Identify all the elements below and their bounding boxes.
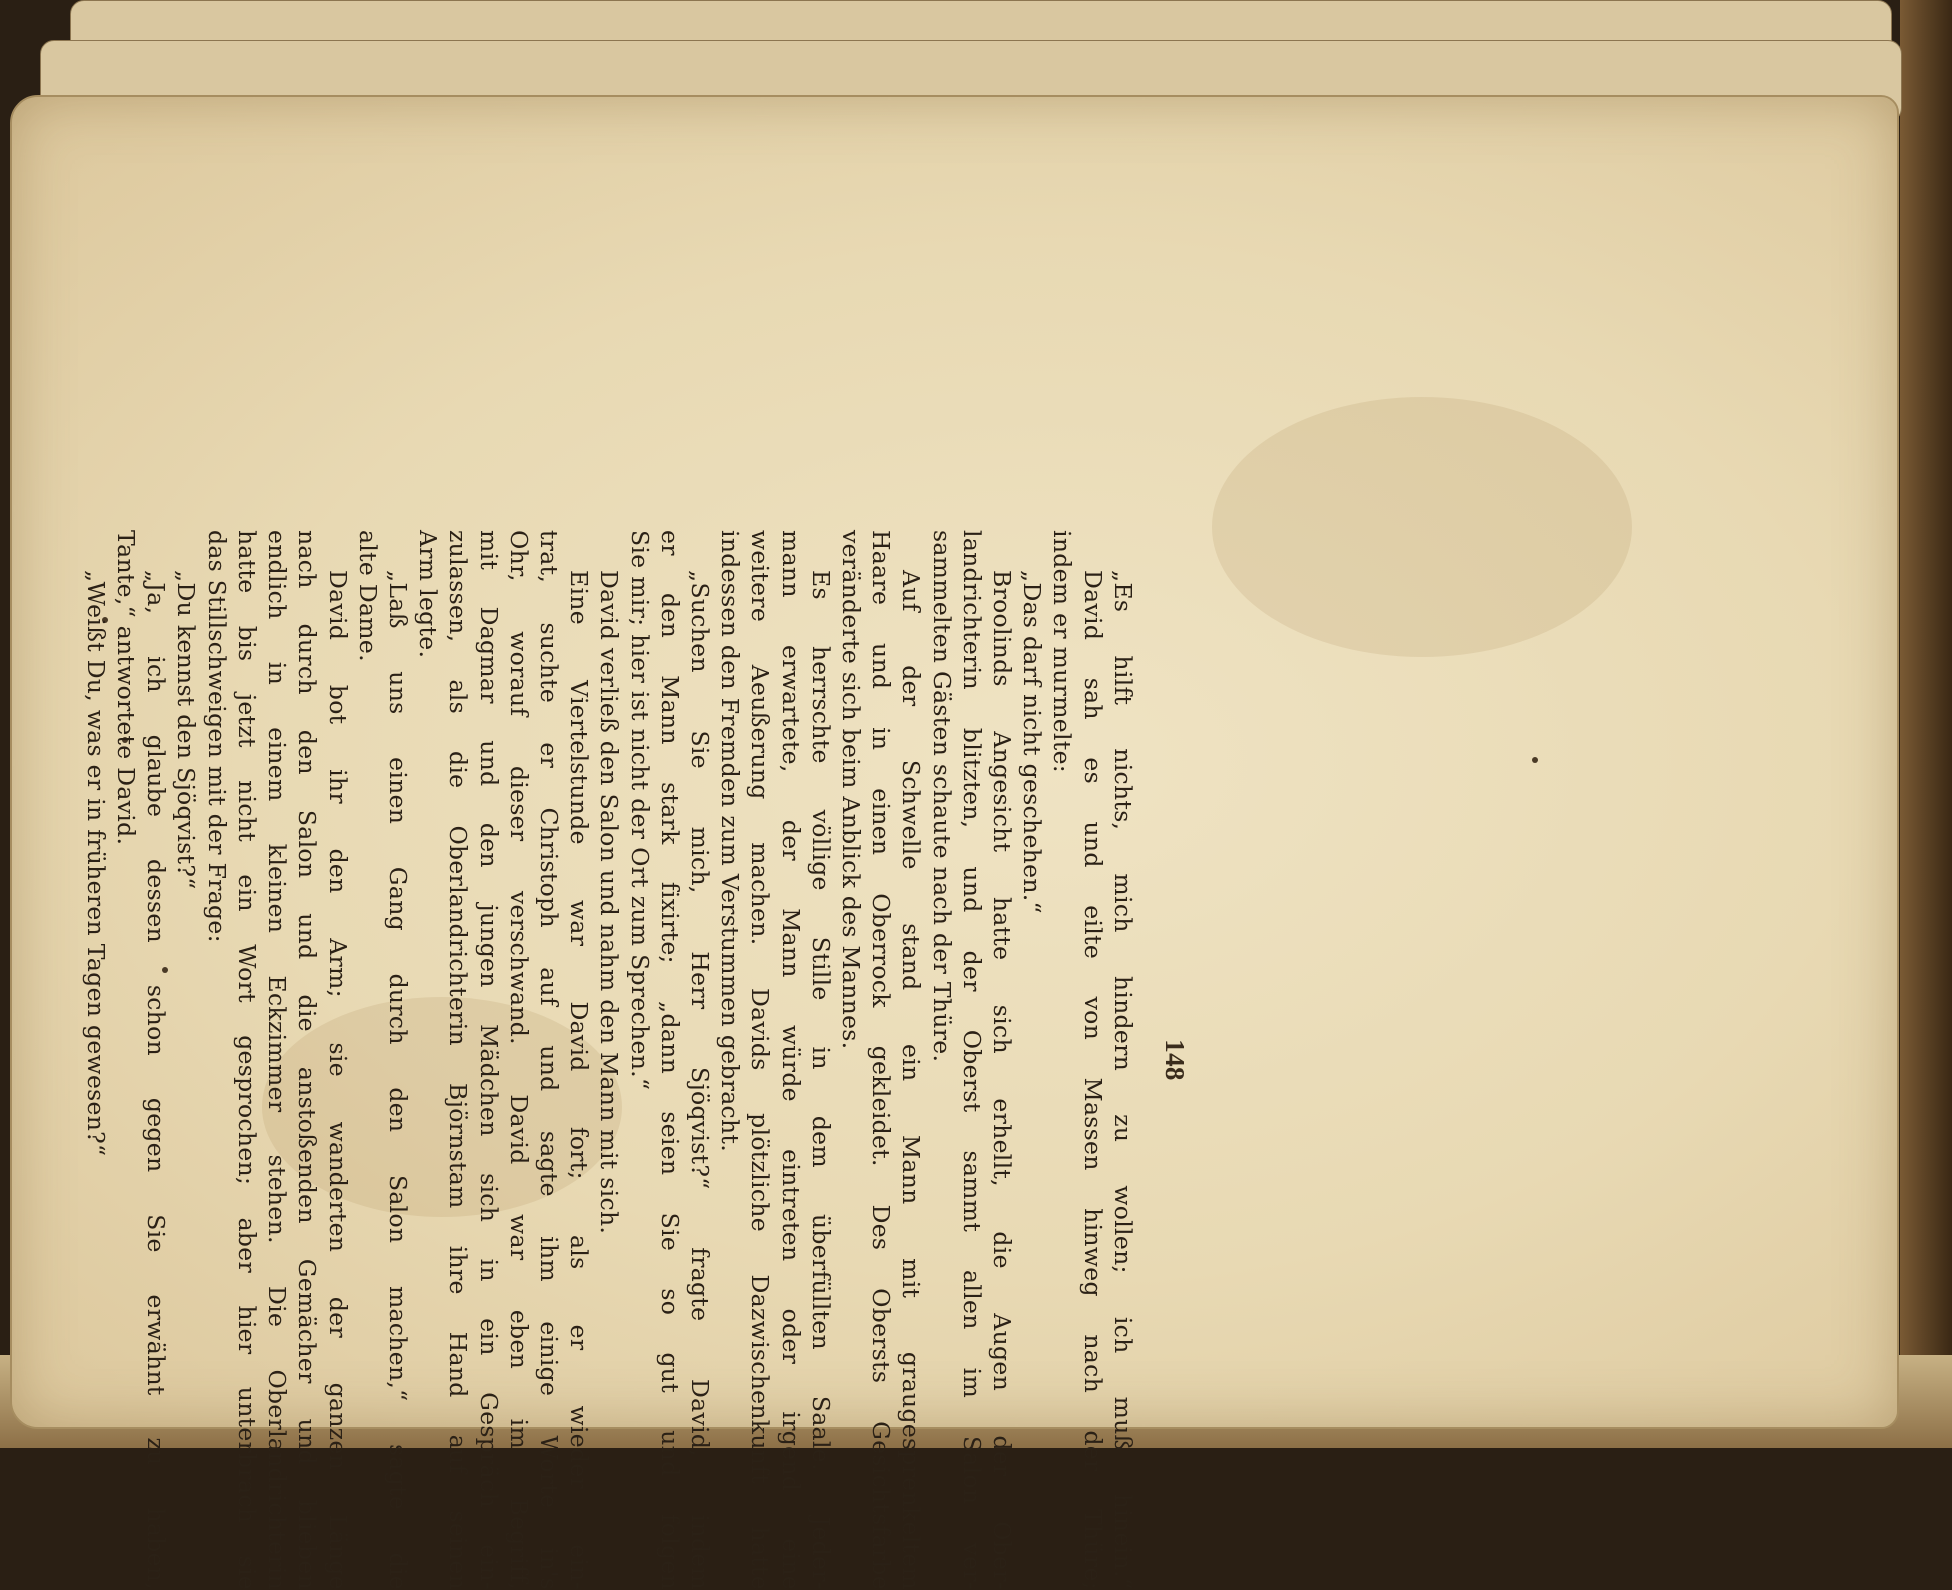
text-line: nach durch den Salon und die anstoßenden Gemächer und blieben xyxy=(293,530,322,1590)
page-text-block xyxy=(81,530,1190,1590)
text-line: „Das darf nicht geschehen.“ xyxy=(1018,570,1047,914)
text-line: Es herrschte völlige Stille in dem überfüllten Saale. Jeder- xyxy=(806,570,835,1590)
text-line: Broolinds Angesicht hatte sich erhellt, die Augen der Ober- xyxy=(987,570,1016,1590)
text-line: Sie mir; hier ist nicht der Ort zum Sprechen.“ xyxy=(625,530,654,1091)
text-line: weitere Aeußerung machen. Davids plötzliche Dazwischenkunft hatte xyxy=(746,530,775,1590)
text-line: „Es hilft nichts, mich hindern zu wollen; ich muß hinein.“ xyxy=(1108,570,1137,1590)
text-line: trat, suchte er Christoph auf und sagte ihm einige Worte in's xyxy=(534,530,563,1590)
text-lines xyxy=(81,530,1138,1590)
text-line: Eine Viertelstunde war David fort; als er wieder ein- xyxy=(565,570,594,1590)
text-line: landrichterin blitzten, und der Oberst sammt allen im Salon ver- xyxy=(957,530,986,1590)
text-line: Arm legte. xyxy=(414,530,443,659)
text-line: mann erwartete, der Mann würde eintreten oder irgend eine xyxy=(776,530,805,1590)
paper-speck xyxy=(1532,757,1538,763)
text-line: „Ja, ich glaube dessen schon gegen Sie erwähnt zu haben, xyxy=(142,570,171,1590)
text-line: er den Mann stark fixirte; „dann seien Sie so gut und folgen xyxy=(655,530,684,1590)
text-line: „Weißt Du, was er in früheren Tagen gewesen?“ xyxy=(81,570,110,1157)
text-line: das Stillschweigen mit der Frage: xyxy=(202,530,231,943)
text-line: endlich in einem kleinen Eckzimmer stehen. Die Oberlandrichterin xyxy=(263,530,292,1590)
text-line: indessen den Fremden zum Verstummen gebracht. xyxy=(716,530,745,1152)
text-line: Auf der Schwelle stand ein Mann mit graugesprenkeltem xyxy=(897,570,926,1590)
text-line: mit Dagmar und den jungen Mädchen sich in ein Gespräch ein- xyxy=(474,530,503,1590)
text-line: „Laß uns einen Gang durch den Salon machen,“ sagte die xyxy=(383,570,412,1590)
text-line: David sah es und eilte von Massen hinweg nach der Thüre; xyxy=(1078,570,1107,1590)
page-number: 148 xyxy=(1160,1039,1190,1081)
book-binding xyxy=(1900,0,1952,1448)
text-line: zulassen, als die Oberlandrichterin Björnstam ihre Hand auf seinen xyxy=(444,530,473,1590)
text-line: veränderte sich beim Anblick des Mannes. xyxy=(836,530,865,1050)
text-line: alte Dame. xyxy=(353,530,382,662)
text-line: „Du kennst den Sjöqvist?“ xyxy=(172,570,201,890)
text-line: David verließ den Salon und nahm den Mann mit sich. xyxy=(595,570,624,1235)
text-line: Tante,“ antwortete David. xyxy=(112,530,141,846)
text-line: Ohr, worauf dieser verschwand. David war eben im Begriff, xyxy=(504,530,533,1590)
text-line: indem er murmelte: xyxy=(1048,530,1077,773)
paper-stain xyxy=(1212,397,1632,657)
text-line: David bot ihr den Arm; sie wanderten der ganzen Länge xyxy=(323,570,352,1590)
text-line: Haare und in einen Oberrock gekleidet. Des Obersts Gesichtsfarbe xyxy=(867,530,896,1590)
text-line: sammelten Gästen schaute nach der Thüre. xyxy=(927,530,956,1063)
text-line: „Suchen Sie mich, Herr Sjöqvist?“ fragte David, indem xyxy=(685,570,714,1590)
text-line: hatte bis jetzt nicht ein Wort gesprochen; aber hier unterbrach sie xyxy=(232,530,261,1590)
